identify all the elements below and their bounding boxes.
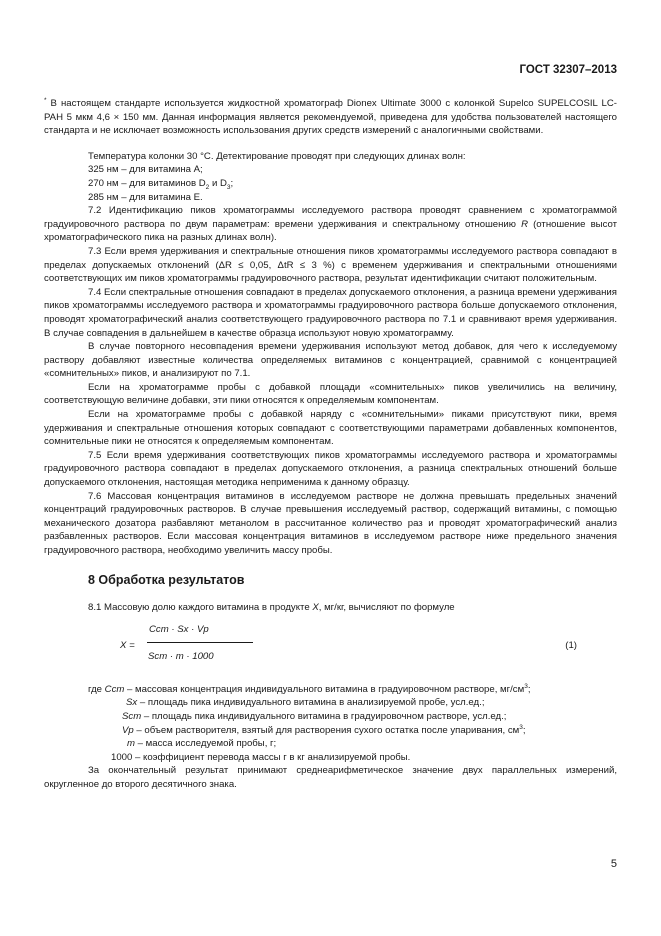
paragraph-7-5: 7.5 Если время удерживания соответствующих пиков хроматограммы исследуемого раствора и хроматограммы градуировочного раствора совпадают в пределах допускаемого отклонения, а разница спектральных отношений больше допускаемого отклонения, настоящая методика неприменима к данному образцу. xyxy=(44,449,617,489)
document-code: ГОСТ 32307–2013 xyxy=(519,64,617,76)
formula-1 xyxy=(44,621,617,673)
definition-sx: Sх – площадь пика индивидуального витамина в анализируемой пробе, усл.ед.; xyxy=(126,697,485,709)
definition-sst: Sст – площадь пика индивидуального витамина в градуировочном растворе, усл.ед.; xyxy=(122,710,507,722)
footnote-marker: * xyxy=(44,96,47,104)
footnote-text: В настоящем стандарте используется жидкостной хроматограф Dionex Ultimate 3000 с колонкой Supelco SUPELCOSIL LC-PAH 5 мкм 4,6 × 150 мм. Данная информация является рекомендуемой, приведена для удобства пользователей настоящего стандарта и не исключает возможность использования других средств измерений с аналогичными свойствами. xyxy=(44,98,617,137)
paragraph-8-1: 8.1 Массовую долю каждого витамина в продукте X, мг/кг, вычисляют по формуле xyxy=(88,602,455,614)
paragraph-7-6: 7.6 Массовая концентрация витаминов в исследуемом растворе не должна превышать предельных значений концентраций градуировочных растворов. В случае превышения исследуемый раствор, содержащий витамины, с помощью механического дозатора разбавляют метанолом в рассчитанное количество раз и проводят хроматографический анализ разбавленных растворов. Если массовая концентрация витаминов в исследуемом растворе ниже предельного значения градуировочного раствора, необходимо увеличить массу пробы. xyxy=(44,490,617,556)
page-body xyxy=(44,97,617,792)
definition-m: m – масса исследуемой пробы, г; xyxy=(127,738,277,750)
formula-denominator: Sст · m · 1000 xyxy=(148,650,214,662)
section-8-title: 8 Обработка результатов xyxy=(88,572,245,587)
wavelength-2: 270 нм – для витаминов $D_2$ и $D_3$; xyxy=(88,177,234,191)
fraction-bar xyxy=(147,642,253,643)
paragraph-7-2: 7.2 Идентификацию пиков хроматограммы исследуемого раствора проводят сравнением с хроматограммой градуировочного раствора по двум параметрам: времени удерживания и спектральному отношению R (отношение высот хроматографического пика на разных длинах волн). xyxy=(44,205,617,244)
formula-lhs: X = xyxy=(120,639,135,651)
final-result-text: За окончательный результат принимают среднеарифметическое значение двух параллельных измерений, округленное до второго десятичного знака. xyxy=(44,765,617,790)
temperature-text: Температура колонки 30 °С. Детектирование проводят при следующих длинах волн: xyxy=(88,150,466,162)
paragraph-7-4: 7.4 Если спектральные отношения совпадают в пределах допускаемого отклонения, а разница времени удерживания пиков хроматограммы исследуемого раствора и хроматограммы градуировочного раствора больше допускаемого отклонения, проводят хроматографический анализ соответствующего градуировочного раствора по 7.1 и сравнивают время удерживания. В случае совпадения в дальнейшем в качестве образца используют новую хроматограмму. xyxy=(44,286,617,339)
paragraph-7-4-b: В случае повторного несовпадения времени удерживания используют метод добавок, для чего к исследуемому раствору добавляют известные количества определяемых витаминов с концентрацией, сравнимой с концентрацией «сомнительных» пиков, и анализируют по 7.1. xyxy=(44,341,617,380)
definition-1000: 1000 – коэффициент перевода массы г в кг анализируемой пробы. xyxy=(111,751,411,763)
definition-vp: Vр – объем растворителя, взятый для растворения сухого остатка после упаривания, $см^3$; xyxy=(122,723,526,736)
paragraph-7-3: 7.3 Если время удерживания и спектральные отношения пиков хроматограммы исследуемого раствора совпадают в пределах допускаемых отклонений (ΔR ≤ 0,05, ΔtR ≤ 3 %) с временем удерживания и спектральными отношениями соответствующих им пиков хроматограммы градуировочного раствора, результат идентификации считают положительным. xyxy=(44,245,617,285)
formula-numerator: Cст · Sх · Vр xyxy=(149,623,209,635)
wavelength-3: 285 нм – для витамина Е. xyxy=(88,191,203,203)
page-number: 5 xyxy=(610,858,617,870)
formula-number: (1) xyxy=(565,639,577,651)
paragraph-7-4-d: Если на хроматограмме пробы с добавкой наряду с «сомнительными» пиками присутствуют пики, время удерживания и спектральные отношения которых совпадают с соответствующими параметрами добавленных компонентов, сомнительные пики не относятся к определяемым компонентам. xyxy=(44,409,617,448)
wavelength-1: 325 нм – для витамина А; xyxy=(88,164,203,176)
paragraph-7-4-c: Если на хроматограмме пробы с добавкой площади «сомнительных» пиков увеличились на величину, соответствующую величине добавки, эти пики относятся к определяемым компонентам. xyxy=(44,381,617,407)
where-clause: где Сст – массовая концентрация индивидуального витамина в градуировочном растворе, $мг/см^3$; xyxy=(88,682,531,695)
footnote xyxy=(44,97,617,138)
